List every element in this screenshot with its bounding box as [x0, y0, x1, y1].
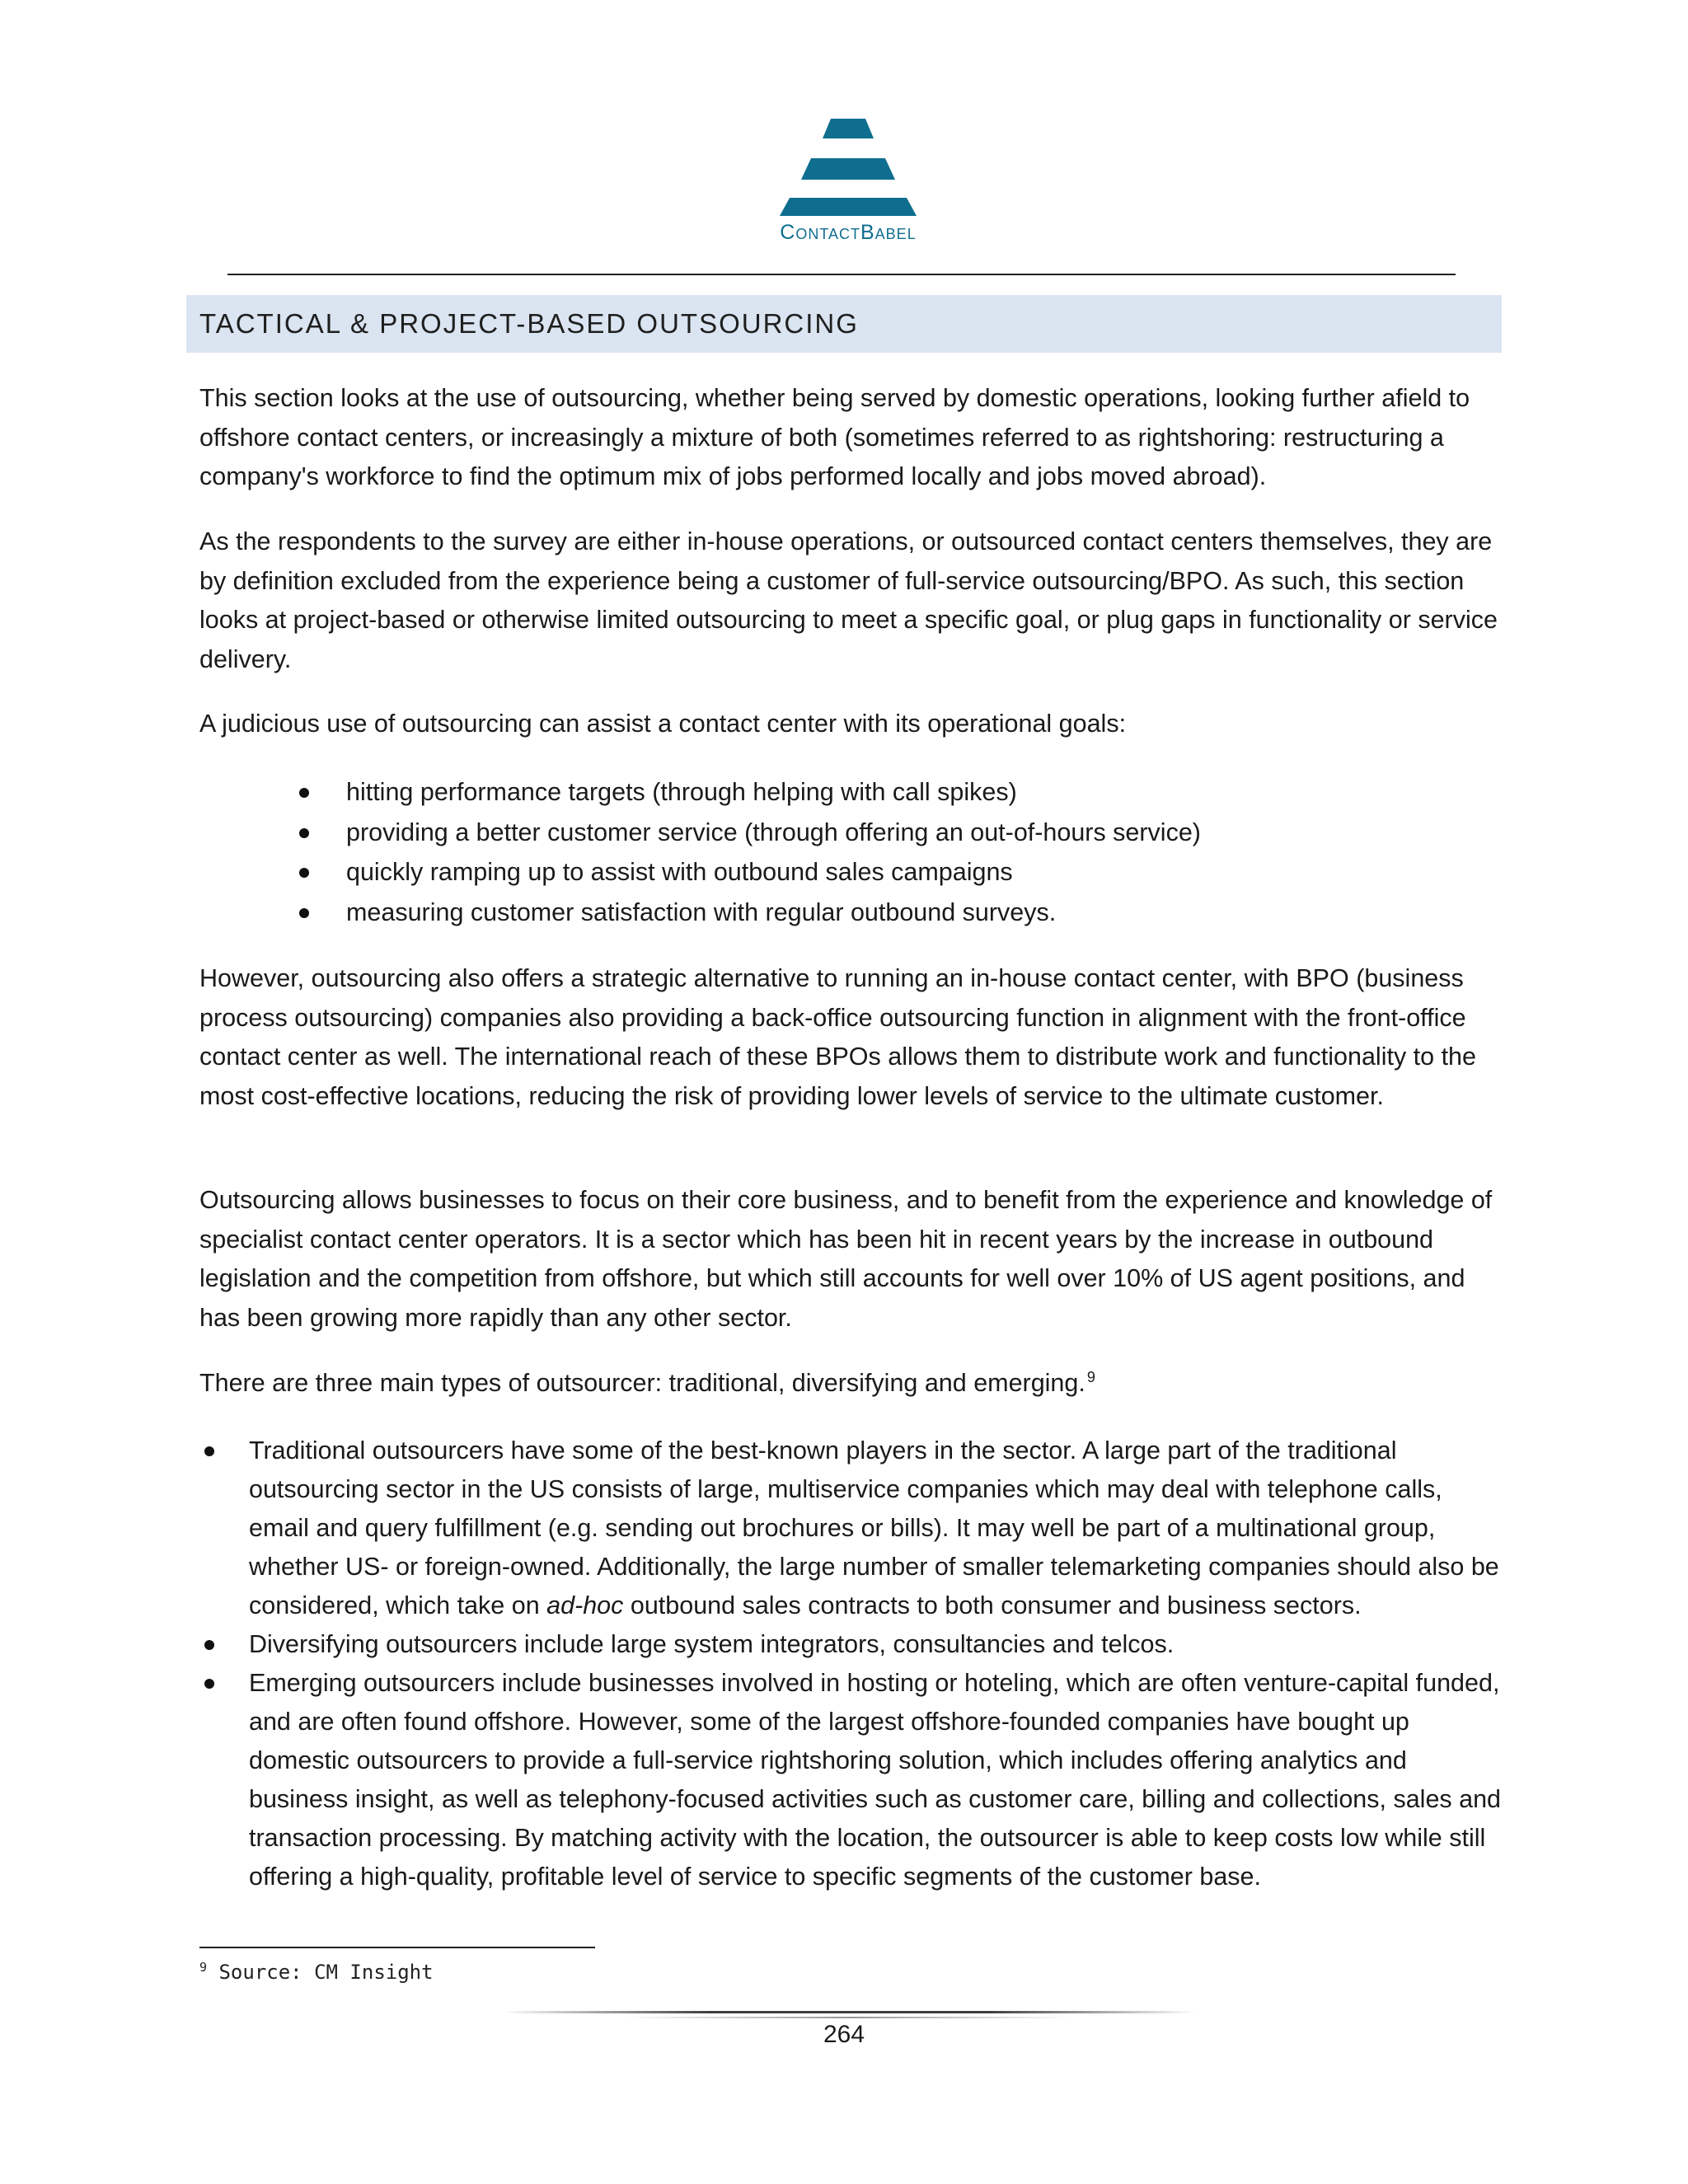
footnote-divider — [199, 1947, 595, 1948]
list-item-traditional — [249, 1432, 1502, 1625]
paragraph-text: Outsourcing allows businesses to focus on their core business, and to benefit from the experience and knowledge of specialist contact center operators. It is a sector which has been hit in recent years by the increase in outbound legislation and the competition from offshore, but which still accounts for well over 10% of US agent positions, and has been growing more rapidly than any other sector. — [199, 1186, 1493, 1332]
bullet-icon — [204, 1446, 214, 1456]
bullet-icon — [204, 1640, 214, 1650]
footnote — [199, 1960, 434, 1984]
bullet-icon — [299, 828, 309, 838]
paragraph-core-business — [199, 1181, 1502, 1338]
list-item — [346, 852, 1500, 893]
bullet-icon — [204, 1679, 214, 1689]
paragraph-text: However, outsourcing also offers a strategic alternative to running an in-house contact center, with BPO (business process outsourcing) companies also providing a back-office outsourcing function in alignment with the front-office contact center as well. The international reach of these BPOs allows them to distribute work and functionality to the most cost-effective locations, reducing the risk of providing lower levels of service to the ultimate customer. — [199, 964, 1476, 1110]
section-title: TACTICAL & PROJECT-BASED OUTSOURCING — [199, 308, 859, 339]
list-item-text-end: outbound sales contracts to both consumer and business sectors. — [623, 1591, 1362, 1619]
outsourcer-types-list — [249, 1432, 1502, 1896]
list-item-text: measuring customer satisfaction with regular outbound surveys. — [346, 898, 1057, 926]
list-item-text: quickly ramping up to assist with outbound sales campaigns — [346, 858, 1013, 886]
paragraph-outsourcer-types — [199, 1364, 1502, 1404]
list-item-text: Diversifying outsourcers include large system integrators, consultancies and telcos. — [249, 1630, 1175, 1658]
footnote-text: Source: CM Insight — [207, 1961, 434, 1984]
pyramid-logo-icon — [753, 115, 943, 218]
list-item-text: Emerging outsourcers include businesses involved in hosting or hoteling, which are often venture-capital funded, and are often found offshore. However, some of the largest offshore-founded companies have bought up domestic outsourcers to provide a full-service rightshoring solution, which includes offering analytics and business insight, as well as telephony-focused activities such as customer care, billing and collections, sales and transaction processing. By matching activity with the location, the outsourcer is able to keep costs low while still offering a high-quality, profitable level of service to specific segments of the customer base. — [249, 1669, 1502, 1891]
paragraph-text-main: There are three main types of outsourcer: traditional, diversifying and emerging. — [199, 1369, 1085, 1397]
list-item-text: hitting performance targets (through helping with call spikes) — [346, 778, 1017, 806]
paragraph-text: As the respondents to the survey are either in-house operations, or outsourced contact centers themselves, they are by definition excluded from the experience being a customer of full-service outsourcing/BPO. As such, this section looks at project-based or otherwise limited outsourcing to meet a specific goal, or plug gaps in functionality or service delivery. — [199, 527, 1498, 673]
list-item-text: providing a better customer service (through offering an out-of-hours service) — [346, 818, 1201, 846]
paragraph-text: This section looks at the use of outsourcing, whether being served by domestic operations, looking further afield to offshore contact centers, or increasingly a mixture of both (sometimes referred to as rightshoring: restructuring a company's workforce to find the optimum mix of jobs performed locally and jobs moved abroad). — [199, 384, 1470, 490]
paragraph-respondents — [199, 523, 1502, 679]
section-header — [186, 295, 1502, 353]
brand-name — [753, 221, 943, 245]
bullet-icon — [299, 788, 309, 798]
bullet-icon — [299, 868, 309, 878]
paragraph-strategic-alternative — [199, 959, 1502, 1116]
header-divider — [227, 274, 1456, 275]
brand-contact: Contact — [780, 221, 860, 244]
contactbabel-logo — [753, 115, 943, 255]
list-item-text: Traditional outsourcers have some of the best-known players in the sector. A large part of the traditional outsourcing sector in the US consists of large, multiservice companies which may deal with telephone calls, email and query fulfillment (e.g. sending out brochures or bills). It may well be part of a multinational group, whether US- or foreign-owned. Additionally, the large number of smaller telemarketing companies should also be considered, which take on — [249, 1436, 1499, 1619]
list-item-emerging — [249, 1664, 1502, 1896]
paragraph-intro — [199, 379, 1502, 497]
footer-divider-secondary — [626, 2017, 1071, 2018]
paragraph-text — [199, 1364, 1502, 1404]
page-number: 264 — [823, 2021, 865, 2048]
bullet-icon — [299, 908, 309, 918]
list-item-diversifying — [249, 1625, 1502, 1664]
footnote-number: 9 — [199, 1960, 208, 1975]
paragraph-text: A judicious use of outsourcing can assist a contact center with its operational goals: — [199, 710, 1127, 738]
brand-babel: Babel — [860, 221, 917, 244]
list-item — [346, 772, 1500, 813]
footnote-reference[interactable]: 9 — [1086, 1368, 1095, 1385]
footer-divider — [503, 2011, 1195, 2013]
list-item-emphasis: ad-hoc — [546, 1591, 624, 1619]
list-item — [346, 893, 1500, 933]
goals-list — [346, 772, 1500, 932]
list-item — [346, 813, 1500, 853]
paragraph-judicious-use — [199, 705, 1502, 744]
